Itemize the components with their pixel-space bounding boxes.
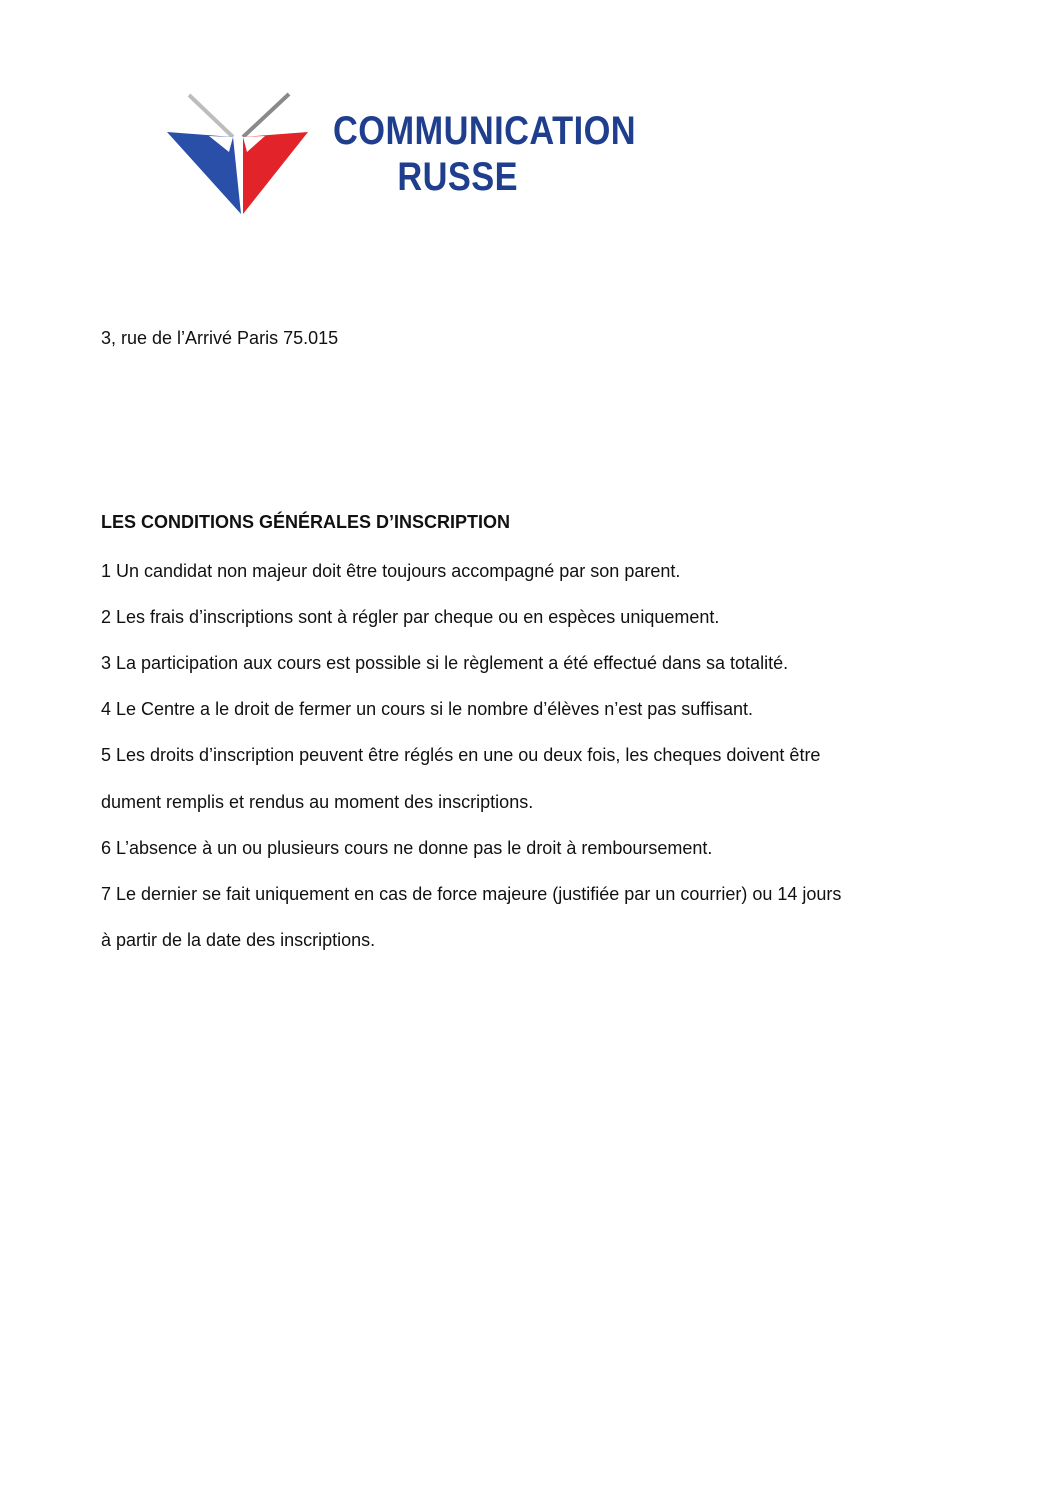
condition-line: 5 Les droits d’inscription peuvent être réglés en une ou deux fois, les cheques doivent être (101, 745, 821, 765)
company-logo (165, 92, 637, 217)
condition-line: 1 Un candidat non majeur doit être toujours accompagné par son parent. (101, 561, 681, 581)
address: 3, rue de l’Arrivé Paris 75.015 (101, 328, 339, 348)
logo-wordmark (333, 108, 637, 200)
logo-line-1: COMMUNICATION (333, 109, 637, 153)
condition-line: 2 Les frais d’inscriptions sont à régler par cheque ou en espèces uniquement. (101, 607, 720, 627)
condition-line: 7 Le dernier se fait uniquement en cas de force majeure (justifiée par un courrier) ou 14 jours (101, 884, 842, 904)
condition-line: 3 La participation aux cours est possible si le règlement a été effectué dans sa totalité. (101, 653, 789, 673)
condition-line: 4 Le Centre a le droit de fermer un cours si le nombre d’élèves n’est pas suffisant. (101, 699, 754, 719)
condition-line: à partir de la date des inscriptions. (101, 930, 376, 950)
logo-emblem-icon (165, 92, 315, 217)
condition-line: 6 L’absence à un ou plusieurs cours ne donne pas le droit à remboursement. (101, 838, 713, 858)
condition-line: dument remplis et rendus au moment des inscriptions. (101, 792, 534, 812)
logo-line-2: RUSSE (397, 155, 519, 199)
conditions-title: LES CONDITIONS GÉNÉRALES D’INSCRIPTION (101, 512, 511, 532)
logo-antenna-right (243, 94, 289, 137)
logo-antenna-left (189, 95, 233, 137)
